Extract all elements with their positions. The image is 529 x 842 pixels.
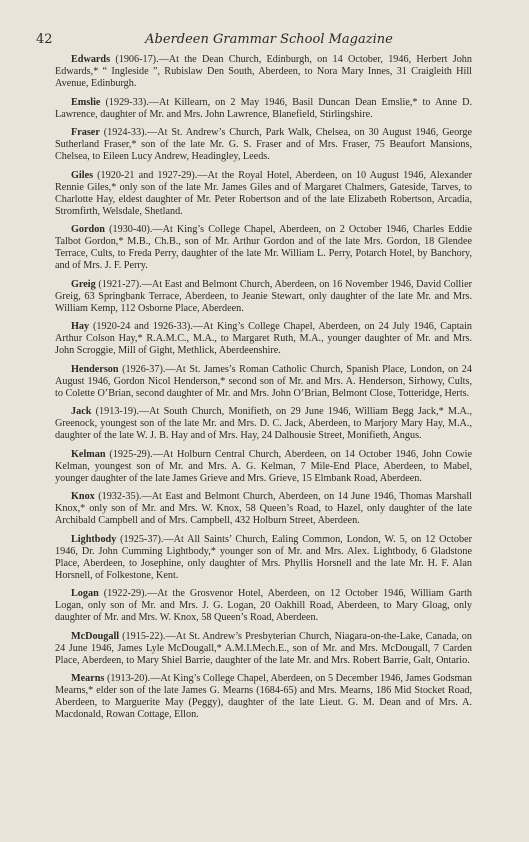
notice-edwards xyxy=(55,54,472,90)
notice-text: (1925-37).—At All Saints’ Church, Ealing Common, London, W. 5, on 12 October 1946, Dr. John Cumming Lightbody,* younger son of Mr. and Mrs. Alex. Lightbody, 6 Gladstone Place, Aberdeen, to Josephine, only daughter of Mrs. Phyllis Horsnell and the late Mr. H. F. Alan Horsnell, of Folkestone, Kent. xyxy=(55,533,472,581)
notice-text: (1932-35).—At East and Belmont Church, Aberdeen, on 14 June 1946, Thomas Marshall Knox,* only son of Mr. and Mrs. W. Knox, 58 Queen’s Road, to Hazel, only daughter of the late Archibald Campbell and of Mrs. Campbell, 432 Holburn Street, Aberdeen. xyxy=(55,491,472,526)
notice-surname: Gordon xyxy=(71,224,105,235)
notice-fraser xyxy=(55,127,472,163)
notice-surname: Knox xyxy=(71,491,95,502)
notice-text: (1924-33).—At St. Andrew’s Church, Park Walk, Chelsea, on 30 August 1946, George Sutherland Fraser,* son of the late Mr. G. S. Fraser and of Mrs. Fraser, 75 Beaufort Mansions, Chelsea, to Eileen Lucy Andrew, Headingley, Leeds. xyxy=(55,127,472,162)
notice-text: (1913-20).—At King’s College Chapel, Aberdeen, on 5 December 1946, James Godsman Mearns,* elder son of the late James G. Mearns (1684-65) and Mrs. Mearns, 186 Mid Stocket Road, Aberdeen, to Marguerite May (Peggy), daughter of the late Lieut. G. M. Dean and of Mrs. A. Macdonald, Rowan Cottage, Ellon. xyxy=(55,673,472,720)
notice-surname: Mearns xyxy=(71,673,105,684)
notice-text: (1906-17).—At the Dean Church, Edinburgh, on 14 October, 1946, Herbert John Edwards,* “ Ingleside ”, Rubislaw Den South, Aberdeen, to Nora Mary Innes, 31 Craigleith Hill Avenue, Edinburgh. xyxy=(55,54,472,89)
notice-text: (1925-29).—At Holburn Central Church, Aberdeen, on 14 October 1946, John Cowie Kelman, youngest son of Mr. and Mrs. A. G. Kelman, 7 Mile-End Place, Aberdeen, to Mabel, younger daughter of the late James Grieve and Mrs. Grieve, 15 Elmbank Road, Aberdeen. xyxy=(55,448,472,484)
notice-text: (1921-27).—At East and Belmont Church, Aberdeen, on 16 November 1946, David Collier Greig, 63 Springbank Terrace, Aberdeen, to Jeanie Stewart, only daughter of the late Mr. and Mrs. William Kemp, 112 Osborne Place, Aberdeen. xyxy=(55,278,472,314)
notice-giles xyxy=(55,170,472,218)
notice-hay xyxy=(55,321,472,357)
notice-text: (1915-22).—At St. Andrew’s Presbyterian Church, Niagara-on-the-Lake, Canada, on 24 June 1946, James Lyle McDougall,* A.M.I.Mech.E., son of Mr. and Mrs. McDougall, 7 Carden Place, Aberdeen, to Mary Shiel Barrie, daughter of the late Mr. and Mrs. Robert Barrie, Galt, Ontario. xyxy=(55,630,472,666)
notice-surname: Giles xyxy=(71,169,94,181)
notice-lightbody xyxy=(55,534,472,582)
notice-surname: Edwards xyxy=(71,54,111,65)
notice-gordon xyxy=(55,224,472,272)
notice-text: (1930-40).—At King’s College Chapel, Aberdeen, on 2 October 1946, Charles Eddie Talbot Gordon,* M.B., Ch.B., son of Mr. Arthur Gordon and of the late Mrs. Gordon, 18 Glendee Terrace, Cults, to Freda Perry, daughter of the late Mr. William L. Perry, Potarch Hotel, by Banchory, and of Mrs. J. F. Perry. xyxy=(55,224,472,271)
marriage-notices xyxy=(55,54,472,728)
notice-emslie xyxy=(55,97,472,121)
notice-surname: Emslie xyxy=(71,96,101,108)
notice-text: (1920-21 and 1927-29).—At the Royal Hotel, Aberdeen, on 10 August 1946, Alexander Rennie Giles,* only son of the late Mr. James Giles and of Margaret Chalmers, Gateside, Tarves, to Charlotte Hay, eldest daughter of Mr. Peter Robertson and of the late Elizabeth Robertson, Arcadia, Stromfirth, Welsdale, Shetland. xyxy=(55,169,472,217)
notice-text: (1926-37).—At St. James’s Roman Catholic Church, Spanish Place, London, on 24 August 1946, Gordon Nicol Henderson,* second son of Mr. and Mrs. A. Henderson, Sirhowy, Cults, to Colette O’Brian, second daughter of Mr. and Mrs. John O’Brian, Belmont Close, Totteridge, Herts. xyxy=(55,363,472,399)
notice-text: (1920-24 and 1926-33).—At King’s College Chapel, Aberdeen, on 24 July 1946, Captain Arthur Colson Hay,* R.A.M.C., M.A., to Margaret Ruth, M.A., younger daughter of Mr. and Mrs. John Scroggie, Mill of Gight, Methlick, Aberdeenshire. xyxy=(55,321,472,356)
notice-surname: Fraser xyxy=(71,127,100,138)
notice-knox xyxy=(55,491,472,527)
notice-surname: Kelman xyxy=(71,448,106,460)
running-head xyxy=(36,30,482,50)
notice-surname: McDougall xyxy=(71,630,120,642)
notice-kelman xyxy=(55,449,472,485)
notice-surname: Henderson xyxy=(71,363,119,375)
notice-greig xyxy=(55,279,472,315)
notice-text: (1913-19).—At South Church, Monifieth, on 29 June 1946, William Begg Jack,* M.A., Greenock, youngest son of the late Mr. and Mrs. D. C. Jack, Aberdeen, to Marjory Mary Hay, M.A., daughter of the late W. J. B. Hay and of Mrs. Hay, 24 Dalhousie Street, Monifieth, Angus. xyxy=(55,406,472,441)
notice-surname: Jack xyxy=(71,406,92,417)
notice-surname: Greig xyxy=(71,278,96,290)
notice-mcdougall xyxy=(55,631,472,667)
notice-text: (1922-29).—At the Grosvenor Hotel, Aberdeen, on 12 October 1946, William Garth Logan, only son of Mr. and Mrs. J. G. Logan, 20 Oakhill Road, Aberdeen, to Mary Gloag, only daughter of Mr. and Mrs. W. Knox, 58 Queen’s Road, Aberdeen. xyxy=(55,588,472,623)
notice-surname: Hay xyxy=(71,321,90,332)
notice-henderson xyxy=(55,364,472,400)
notice-jack xyxy=(55,406,472,442)
notice-surname: Lightbody xyxy=(71,533,117,545)
page-number: 42 xyxy=(36,32,53,47)
notice-surname: Logan xyxy=(71,588,99,599)
notice-logan xyxy=(55,588,472,624)
notice-mearns xyxy=(55,673,472,721)
journal-title: Aberdeen Grammar School Magazine xyxy=(145,32,393,47)
notice-text: (1929-33).—At Killearn, on 2 May 1946, Basil Duncan Dean Emslie,* to Anne D. Lawrence, daughter of Mr. and Mrs. John Lawrence, Blanefield, Stirlingshire. xyxy=(55,96,472,120)
